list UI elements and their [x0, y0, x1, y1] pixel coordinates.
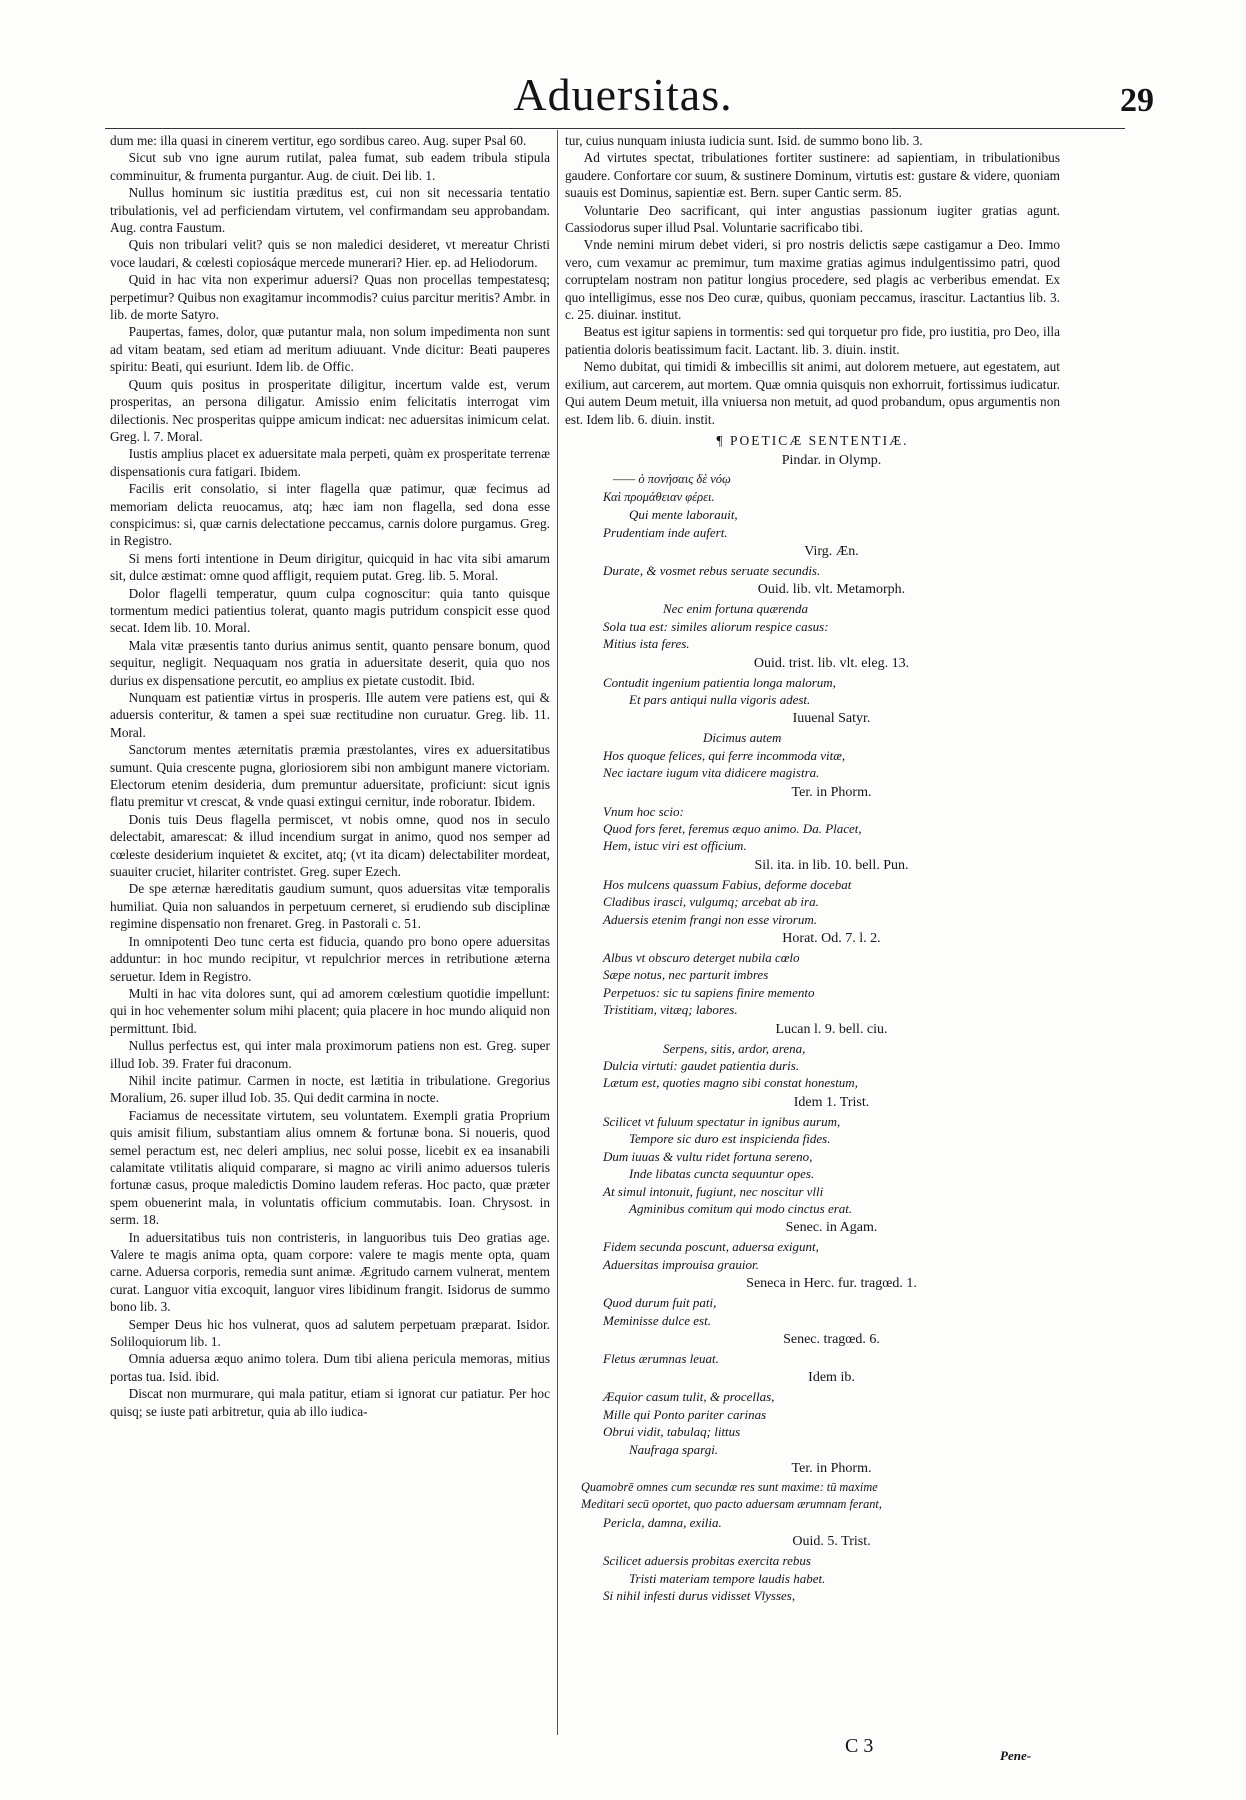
paragraph: Omnia aduersa æquo animo tolera. Dum tibi aliena pericula memoras, mitius portas tua. Isid. ibid. — [110, 1351, 550, 1384]
paragraph: tur, cuius nunquam iniusta iudicia sunt. Isid. de summo bono lib. 3. — [565, 133, 923, 148]
verse-line: Pericla, damna, exilia. — [603, 1514, 722, 1530]
verse-line: Lætum est, quoties magno sibi constat honestum, — [603, 1075, 858, 1091]
verse-line: Mitius ista feres. — [603, 636, 690, 652]
column-divider — [557, 130, 558, 1735]
verse-source: Lucan l. 9. bell. ciu. — [775, 1021, 888, 1037]
verse-source: Senec. tragœd. 6. — [783, 1331, 880, 1347]
verse-source: Ouid. 5. Trist. — [792, 1534, 871, 1550]
paragraph: dum me: illa quasi in cinerem vertitur, ego sordibus careo. Aug. super Psal 60. — [110, 133, 527, 148]
paragraph: Vnde nemini mirum debet videri, si pro nostris delictis sæpe castigamur a Deo. Immo vero, cum vexamur ac premimur, tum maxime gratias agimus indulgentissimo patri, quod corruptelam nostram non patitur longius procedere, sed plagis ac verberibus emendat. Ex quo intelligimus, esse nos Deo curæ, quibus, quoniam peccamus, irascitur. Lactantius lib. 3. c. 25. diuinar. institut. — [565, 237, 1060, 323]
verse-line: Æquior casum tulit, & procellas, — [603, 1389, 775, 1405]
verse-line: Fletus ærumnas leuat. — [603, 1350, 719, 1366]
paragraph: Voluntarie Deo sacrificant, qui inter angustias passionum iugiter gratias agunt. Cassiodorus super illud Psal. Voluntarie sacrificabo tibi. — [565, 202, 1060, 236]
greek-verse: —— ὁ πονήσαις δὲ νόῳ — [613, 472, 731, 487]
verse-line: Obrui vidit, tabulaq; littus — [603, 1424, 741, 1440]
verse-line: Cladibus irasci, vulgumq; arcebat ab ira. — [603, 894, 819, 910]
verse-source: Idem ib. — [808, 1370, 855, 1386]
poetry-heading: ¶ POETICÆ SENTENTIÆ. — [716, 432, 909, 448]
verse-line: Et pars antiqui nulla vigoris adest. — [629, 691, 811, 707]
verse-line: Perpetuos: sic tu sapiens finire memento — [603, 984, 815, 1000]
verse-source: Idem 1. Trist. — [793, 1094, 870, 1110]
paragraph: Donis tuis Deus flagella permiscet, vt nobis omne, quod nos in seculo delectabit, amarescat: & illud incendium surgat in animo, quod nos semper ad cœleste desiderium inquietet & excitet, atq; (vt ita dicam) delectabiliter mordeat, suauiter cruciet, hilariter contristet. Greg. super Ezech. — [110, 811, 550, 880]
verse-line: Scilicet aduersis probitas exercita rebus — [603, 1553, 811, 1569]
verse-line: Aduersis etenim frangi non esse virorum. — [603, 911, 817, 927]
verse-line: Scilicet vt fuluum spectatur in ignibus aurum, — [603, 1113, 841, 1129]
verse-line: Dicimus autem — [703, 730, 782, 746]
catchword: Pene- — [1000, 1748, 1032, 1763]
verse-line: Tristi materiam tempore laudis habet. — [629, 1570, 826, 1586]
verse-line: Inde libatas cuncta sequuntur opes. — [629, 1166, 815, 1182]
verse-line: Dulcia virtuti: gaudet patientia duris. — [603, 1058, 800, 1074]
paragraph: Quis non tribulari velit? quis se non maledici desideret, vt mereatur Christi voce laudari, & cœlesti copiosáque mercede munerari? Hier. ep. ad Heliodorum. — [110, 237, 550, 270]
verse-line: Qui mente laborauit, — [629, 507, 738, 523]
paragraph: Nemo dubitat, qui timidi & imbecillis sit animi, aut dolorem metuere, aut egestatem, aut exilium, aut carcerem, aut mortem. Quæ omnia quisquis non exhorruit, fortissimus iudicatur. Qui autem Deum metuit, illa vniuersa non metuit, ad quod probandum, opus argumentis non est. Idem lib. 6. diuin. instit. — [565, 359, 1060, 427]
verse-line: Albus vt obscuro deterget nubila cœlo — [603, 950, 800, 966]
paragraph: In omnipotenti Deo tunc certa est fiducia, quando pro bono opere aduersitas adduntur: in hoc mundo recipitur, vt repulchrior merces in retributione æterna seruetur. Idem in Registro. — [110, 933, 550, 984]
verse-source: Ouid. trist. lib. vlt. eleg. 13. — [753, 655, 910, 671]
verse-source: Horat. Od. 7. l. 2. — [782, 931, 881, 947]
paragraph: Si mens forti intentione in Deum dirigitur, quicquid in hac vita sibi amarum sit, dulce æstimat: omne quod affligit, requiem putat. Greg. lib. 5. Moral. — [110, 550, 550, 584]
verse-line: Tempore sic duro est inspicienda fides. — [629, 1131, 831, 1147]
verse-line: Durate, & vosmet rebus seruate secundis. — [603, 562, 821, 578]
paragraph: Sicut sub vno igne aurum rutilat, palea fumat, sub eadem tribula stipula comminuitur, & frumenta purgantur. Aug. de ciuit. Dei lib. 1. — [110, 150, 550, 183]
paragraph: De spe æternæ hæreditatis gaudium sumunt, quos aduersitas vitæ temporalis humiliat. Quia non saluandos in perpetuum cerneret, si erudiendo sub disciplinæ regimine dispensatio non frenaret. Greg. in Pastorali c. 51. — [110, 881, 550, 932]
verse-line: Tristitiam, vitæq; labores. — [603, 1002, 738, 1018]
paragraph: Quid in hac vita non experimur aduersi? Quas non procellas tempestatesq; perpetimur? Quibus non exagitamur incommodis? cuius parcitur meritis? Ambr. in lib. de morte Satyro. — [110, 272, 550, 323]
paragraph: Quum quis positus in prosperitate diligitur, incertum valde est, verum prosperitas, an persona diligatur. Amissio enim felicitatis interrogat vim dilectionis. Nec prosperitas quippe amicum indicat: nec aduersitas inimicum celat. Greg. l. 7. Moral. — [110, 376, 550, 444]
paragraph: Nullus perfectus est, qui inter mala proximorum patiens non est. Greg. super illud Iob. 39. Frater fui draconum. — [110, 1038, 550, 1071]
verse-line: Contudit ingenium patientia longa malorum, — [603, 674, 836, 690]
verse-line: Vnum hoc scio: — [603, 803, 684, 819]
paragraph: Nullus hominum sic iustitia præditus est, cui non sit necessaria tentatio tribulationis, vel ad perficiendam virtutem, vel confirmandam seu approbandam. Aug. contra Faustum. — [110, 185, 550, 236]
verse-line: Quamobrē omnes cum secundæ res sunt maxime: tū maxime — [581, 1479, 878, 1494]
paragraph: Paupertas, fames, dolor, quæ putantur mala, non solum impedimenta non sunt ad vitam beatam, sed etiam ad meritum adiuuant. Vnde dicitur: Beati pauperes spiritu: Beati, qui esuriunt. Idem lib. de Offic. — [110, 324, 550, 375]
verse-line: Prudentiam inde aufert. — [603, 524, 728, 540]
verse-line: At simul intonuit, fugiunt, nec noscitur vlli — [603, 1183, 824, 1199]
verse-line: Meminisse dulce est. — [603, 1312, 711, 1328]
paragraph: Semper Deus hic hos vulnerat, quos ad salutem perpetuam præparat. Isidor. Soliloquiorum lib. 1. — [110, 1316, 550, 1350]
paragraph: Beatus est igitur sapiens in tormentis: sed qui torquetur pro fide, pro iustitia, pro Deo, illa patientia doloris beatissimum facit. Lactant. lib. 3. diuin. instit. — [565, 324, 1060, 357]
verse-line: Serpens, sitis, ardor, arena, — [663, 1040, 806, 1056]
paragraph: Iustis amplius placet ex aduersitate mala perpeti, quàm ex prosperitate terrenæ dispensationis cura fatigari. Ibidem. — [110, 446, 550, 479]
verse-line: Hem, istuc viri est officium. — [603, 838, 747, 854]
poetry-section — [565, 451, 1060, 1604]
verse-source: Iuuenal Satyr. — [792, 711, 871, 727]
verse-line: Nec iactare iugum vita didicere magistra. — [603, 765, 820, 781]
verse-line: Nec enim fortuna quærenda — [663, 601, 809, 617]
verse-line: Dum iuuas & vultu ridet fortuna sereno, — [603, 1148, 813, 1164]
verse-source: Seneca in Herc. fur. tragœd. 1. — [746, 1276, 917, 1292]
verse-source: Ouid. lib. vlt. Metamorph. — [757, 582, 906, 598]
running-title: Aduersitas. — [513, 69, 733, 120]
verse-source: Ter. in Phorm. — [791, 1460, 872, 1476]
paragraph: Faciamus de necessitate virtutem, seu voluntatem. Exempli gratia Proprium quis amisit filium, substantiam alius omnem & fortunæ bona. Si noueris, quod semel peractum est, nec deleri amplius, nec solui posse, licebit ex ea insanabili calamitate vtilitatis aliquid comparare, si magno ac virili animo aduersos tuleris fortunæ casus, proque maledictis Domino laudem referas. Hoc pacto, quæ præter spem obuenerint mala, in voluntatis officium commutabis. Ioan. Chrysost. in serm. 18. — [110, 1107, 550, 1228]
verse-line: Fidem secunda poscunt, aduersa exigunt, — [603, 1239, 819, 1255]
verse-line: Hos mulcens quassum Fabius, deforme docebat — [603, 876, 852, 892]
verse-line: Quod fors feret, feremus æquo animo. Da. Placet, — [603, 821, 862, 836]
verse-source: Pindar. in Olymp. — [781, 453, 882, 469]
paragraph: Nihil incite patimur. Carmen in nocte, est lætitia in tribulatione. Gregorius Moralium, 26. super illud Iob. 35. Qui dedit carmina in nocte. — [110, 1072, 550, 1106]
verse-line: Agminibus comitum qui modo cinctus erat. — [629, 1200, 853, 1216]
right-prose — [565, 132, 1060, 428]
verse-source: Sil. ita. in lib. 10. bell. Pun. — [754, 857, 909, 873]
paragraph: Mala vitæ præsentis tanto durius animus sentit, quanto pensare bonum, quod sequitur, negligit. Nequaquam nos gratia in aduersitate deserit, quia quo nos durius ex dispensatione percutit, eo amplius ex pietate custodit. Ibid. — [110, 637, 550, 688]
paragraph: Discat non murmurare, qui mala patitur, etiam si ignorat cur patiatur. Per hoc quisq; se iuste pati arbitretur, quia ab illo iudica- — [110, 1386, 550, 1419]
verse-line: Hos quoque felices, qui ferre incommoda vitæ, — [603, 747, 846, 763]
left-column — [110, 132, 550, 1420]
verse-source: Ter. in Phorm. — [791, 784, 872, 800]
paragraph: Facilis erit consolatio, si inter flagella quæ patimur, quæ fecimus ad memoriam delicta reuocamus, atq; hæc iam non flagella, sed dona esse conspicimus: si, quæ carnis delectatione peccamus, carnis dolore purgamus. Greg. in Registro. — [110, 481, 550, 549]
verse-line: Sola tua est: similes aliorum respice casus: — [603, 618, 829, 634]
paragraph: Dolor flagelli temperatur, quum culpa cognoscitur: quia tanto quisque tormentum medici patientius tolerat, quanto magis putridum conspicit esse quod secat. Idem lib. 10. Moral. — [110, 585, 550, 636]
verse-source: Senec. in Agam. — [785, 1220, 878, 1236]
verse-line: Sæpe notus, nec parturit imbres — [603, 967, 769, 983]
paragraph: Multi in hac vita dolores sunt, qui ad amorem cœlestium quotidie impellunt: qui in hoc vehementer solum mihi placent; quia placere in hoc mundo aliquid non permittunt. Ibid. — [110, 985, 550, 1036]
verse-line: Mille qui Ponto pariter carinas — [603, 1406, 767, 1422]
paragraph: Sanctorum mentes æternitatis præmia præstolantes, vires ex aduersitatibus sumunt. Quia crescente pugna, gloriosiorem sibi non ambigunt manere victoriam. Electorum etenim desideria, dum premuntur aduersitate, proficiunt: sicut ignis flatu premitur vt crescat, & vnde quasi extingui cernitur, inde roboratur. Ibidem. — [110, 742, 550, 810]
header-rule — [105, 128, 1125, 129]
paragraph: In aduersitatibus tuis non contristeris, in languoribus tuis Deo gratias age. Valere te magis anima opta, quam corpore: valere te magis mente opta, quam carne. Aduersa corporis, remedia sunt animæ. Ægritudo carnem vulnerat, mentem curat. Languor vitia excoquit, languor vires libidinum frangit. Isidorus de summo bono lib. 3. — [110, 1229, 550, 1315]
verse-source: Virg. Æn. — [804, 543, 859, 559]
page-number: 29 — [1120, 82, 1154, 119]
signature-mark: C 3 — [845, 1735, 874, 1757]
verse-line: Quod durum fuit pati, — [603, 1295, 717, 1311]
greek-verse: Καὶ προμάθειαν φέρει. — [603, 489, 715, 504]
verse-line: Si nihil infesti durus vidisset Vlysses, — [603, 1588, 796, 1603]
verse-line: Aduersitas improuisa grauior. — [603, 1256, 759, 1272]
paragraph: Ad virtutes spectat, tribulationes fortiter sustinere: ad sapientiam, in tribulationibus gaudere. Confortare cor suum, & sustinere Dominum, virtutis est: gustare & videre, quoniam suauis est Dominus, sapientiæ est. Bern. super Cantic serm. 85. — [565, 150, 1060, 201]
verse-line: Naufraga spargi. — [629, 1441, 719, 1457]
paragraph: Nunquam est patientiæ virtus in prosperis. Ille autem vere patiens est, qui & aduersis conteritur, & tamen a spei suæ rectitudine non curuatur. Greg. lib. 11. Moral. — [110, 690, 550, 740]
right-column — [565, 132, 1060, 1604]
verse-line: Meditari secū oportet, quo pacto aduersam ærumnam ferant, — [581, 1497, 882, 1512]
